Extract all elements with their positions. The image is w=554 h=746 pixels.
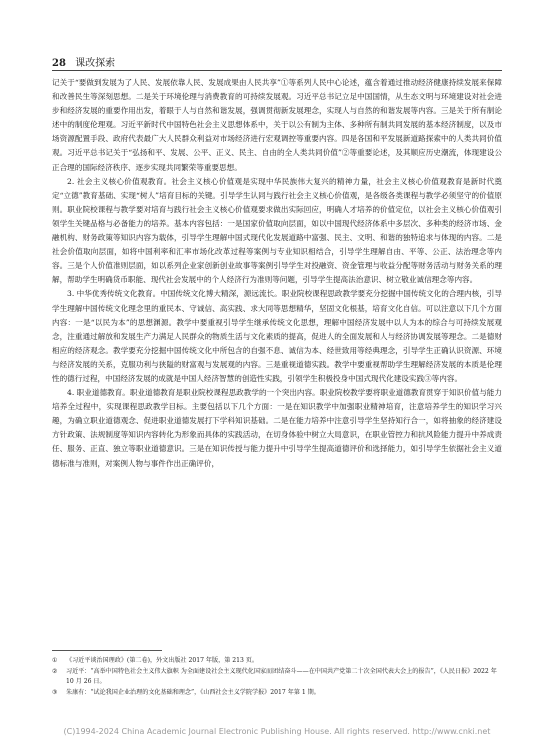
paragraph-professional-ethics: 4. 职业道德教育。职业道德教育是职业院校课程思政教学的一个突出内容。职业院校教学要将职业道德教育贯穿于知识价值与能力培养全过程中，实现课程思政教学目标。主要包括以下几个方面：一是在知识教学中加强职业精神培育，注意培养学生的知识学习兴趣，为确立职业道德观念、促进职业道德发展打下学科知识基础。二是在能力培养中注意引导学生坚持知行合一，如将抽象的经济建设方针政策、法规制度等知识内容转化为形象而具体的实践活动，在切身体验中树立大局意识，在职业管控力和抗风险能力提升中养成责任、服务、正直、独立等职业道德意识。三是在知识传授与能力提升中引导学生提高道德评价和选择能力，如引导学生依据社会主义道德标准与准则，对案例人物与事件作出正确评价， — [52, 388, 502, 468]
footnote — [52, 688, 502, 699]
footnote — [52, 656, 502, 667]
journal-section-title: 课改探索 — [75, 58, 116, 69]
footnote — [52, 667, 502, 688]
body-text — [52, 76, 502, 471]
paragraph-continued: 记关于“要做到发展为了人民、发展依靠人民、发展成果由人民共享”①等系列人民中心论述，蕴含着通过推动经济健康持续发展来保障和改善民生等深刻思想。二是关于环境伦理与消费教育的可持续发展观。习近平总书记立足中国国情，从生态文明与环境建设对社会进步和经济发展的重要作用出发，着眼于人与自然和谐发展，强调贯彻新发展理念，实现人与自然的和谐发展等内容。三是关于所有制论述中的制度伦理观。习近平新时代中国特色社会主义思想体系中，关于以公有制为主体、多种所有制共同发展的基本经济制度，以及市场资源配置手段、政府代表最广大人民群众利益对市场经济进行宏观调控等重要内容。四是各国和平发展新道路探索中的人类共同价值观。习近平总书记关于“弘扬和平、发展、公平、正义、民主、自由的全人类共同价值”②等重要论述，及其顺应历史潮流，体现建设公正合理的国际经济秩序、逐步实现共同繁荣等重要思想。 — [52, 78, 502, 172]
footnotes — [52, 656, 502, 698]
header-rule — [52, 70, 502, 71]
footnote-rule — [52, 650, 162, 651]
page-number: 28 — [52, 58, 66, 69]
copyright-notice: (C)1994-2024 China Academic Journal Electronic Publishing House. All rights reserved. http://www.cnki.net — [63, 727, 491, 736]
paragraph-core-values: 2. 社会主义核心价值观教育。社会主义核心价值观是实现中华民族伟大复兴的精神力量，社会主义核心价值观教育是新时代奠定“立德”教育基础、实现“树人”培育目标的关键。引导学生认同与践行社会主义核心价值观，是各级各类课程与教学必须坚守的价值原则。职业院校课程与教学要对培育与践行社会主义核心价值观要求做出实际回应，明确人才培养的价值定位，以社会主义核心价值观引领学生关键品格与必备能力的培养。基本内容包括：一是国家价值取向层面，如以中国现代经济体系中多层次、多种类的经济市场、金融机构、财务政策等知识内容为载体，引导学生理解中国式现代化发展道路中富强、民主、文明、和谐的独特追求与体现的内容。二是社会价值取向层面，如将中国利率和汇率市场化改革过程等案例与专业知识相结合，引导学生理解自由、平等、公正、法治理念等内容。三是个人价值准则层面，如以系列企业家创新创业故事等案例引导学生对投融资、资金管理与收益分配等财务活动与财务关系的理解，帮助学生明确货币职能、现代社会发展中的个人经济行为准则等问题，引导学生提高法治意识、树立敬业诚信理念等内容。 — [52, 176, 502, 285]
running-header — [52, 54, 502, 69]
footnote-marker: ① — [52, 657, 58, 664]
footnote-text: 朱康有：“试论我国企业治理的文化基础和理念”，《山西社会主义学院学报》2017 年第 1 期。 — [66, 688, 320, 696]
footnote-text: 习近平：“高举中国特色社会主义伟大旗帜 为全面建设社会主义现代化国家而团结奋斗——在中国共产党第二十次全国代表大会上的报告”，《人民日报》2022 年 10 月 26 日。 — [66, 667, 497, 686]
paragraph-traditional-culture: 3. 中华优秀传统文化教育。中国传统文化博大精深，源远流长。职业院校课程思政教学要充分挖掘中国传统文化的合理内核，引导学生理解中国传统文化理念里的重民本、守诚信、高实践、求大同等思想精华，坚固文化根基，培育文化自信。可以注意以下几个方面内容：一是“以民为本”的思想渊源。教学中要重视引导学生继承传统文化思想，理解中国经济发展中以人为本的综合与可持续发展观念，注重通过解放和发展生产力满足人民群众的物质生活与文化素质的提高，促进人的全面发展和人与经济协调发展等理念。二是德财相应的经济观念。教学要充分挖掘中国传统文化中所包含的自强不息、诚信为本、经世致用等经典理念，引导学生正确认识资源、环境与经济发展的关系，克服功利与狭隘的财富观与发展观的内容。三是重视道德实践。教学中要重视帮助学生理解经济发展的本质是伦理性的德行过程，中国经济发展的成就是中国人经济智慧的创造性实践，引领学生积极投身中国式现代化建设实践③等内容。 — [52, 289, 502, 383]
footnote-text: 《习近平谈治国理政》(第二卷)，外文出版社 2017 年版，第 213 页。 — [66, 657, 258, 664]
footnote-marker: ③ — [52, 688, 58, 696]
footnote-marker: ② — [52, 667, 58, 675]
